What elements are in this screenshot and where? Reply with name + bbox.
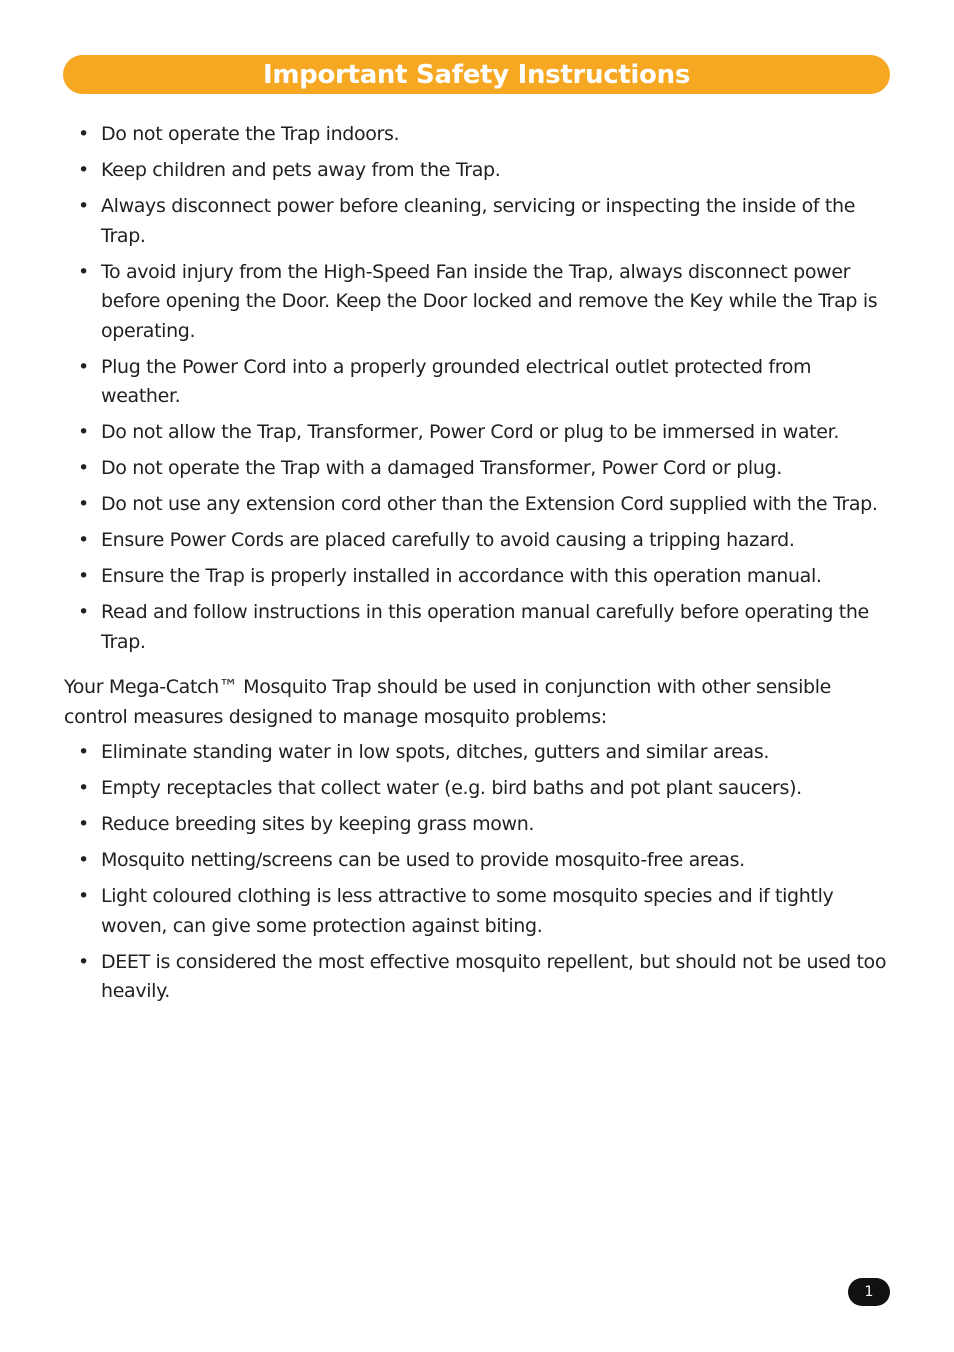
list-item-text: Read and follow instructions in this operation manual carefully before operating the Trap. (101, 601, 869, 653)
bullet-icon: • (78, 529, 89, 551)
list-item-text: Mosquito netting/screens can be used to provide mosquito-free areas. (101, 849, 745, 871)
bullet-icon: • (78, 741, 89, 763)
list-item-text: Do not use any extension cord other than the Extension Cord supplied with the Trap. (101, 493, 878, 515)
list-item (64, 353, 894, 412)
list-item-text: Do not allow the Trap, Transformer, Power Cord or plug to be immersed in water. (101, 421, 840, 443)
bullet-icon: • (78, 493, 89, 515)
section-title-bar (63, 55, 890, 94)
bullet-icon: • (78, 260, 89, 283)
list-item (64, 810, 894, 840)
list-item-text: Reduce breeding sites by keeping grass mown. (101, 813, 535, 835)
bullet-icon: • (78, 777, 89, 799)
bullet-icon: • (78, 195, 89, 217)
bullet-icon: • (78, 885, 89, 907)
list-item (64, 192, 894, 251)
bullet-icon: • (78, 950, 89, 973)
bullet-icon: • (78, 421, 89, 443)
page-number: 1 (864, 1284, 874, 1300)
list-item (64, 120, 894, 150)
list-item (64, 562, 894, 592)
list-item-text: Eliminate standing water in low spots, ditches, gutters and similar areas. (101, 741, 770, 763)
list-item-text: Ensure Power Cords are placed carefully to avoid causing a tripping hazard. (101, 529, 795, 551)
safety-list (64, 120, 894, 657)
list-item-text: Keep children and pets away from the Trap. (101, 159, 501, 181)
list-item (64, 526, 894, 556)
list-item (64, 846, 894, 876)
list-item-text: Ensure the Trap is properly installed in accordance with this operation manual. (101, 565, 822, 587)
bullet-icon: • (78, 159, 89, 181)
list-item (64, 598, 894, 657)
list-item-text: Do not operate the Trap indoors. (101, 123, 400, 145)
bullet-icon: • (78, 849, 89, 871)
bullet-icon: • (78, 123, 89, 145)
list-item (64, 454, 894, 484)
control-intro: Your Mega-Catch™ Mosquito Trap should be used in conjunction with other sensible control measures designed to manage mosquito problems: (64, 676, 831, 728)
main-content (64, 120, 894, 1013)
list-item-text: To avoid injury from the High-Speed Fan inside the Trap, always disconnect power before opening the Door. Keep the Door locked and remove the Key while the Trap is operating. (101, 260, 878, 342)
list-item (64, 774, 894, 804)
list-item (64, 948, 894, 1007)
bullet-icon: • (78, 813, 89, 835)
bullet-icon: • (78, 601, 89, 623)
bullet-icon: • (78, 457, 89, 479)
list-item (64, 258, 894, 347)
list-item (64, 490, 894, 520)
list-item (64, 882, 894, 941)
list-item-text: Empty receptacles that collect water (e.g. bird baths and pot plant saucers). (101, 777, 802, 799)
list-item (64, 738, 894, 768)
list-item-text: Plug the Power Cord into a properly grounded electrical outlet protected from weather. (101, 355, 812, 407)
bullet-icon: • (78, 355, 89, 378)
list-item-text: Always disconnect power before cleaning, servicing or inspecting the inside of the Trap. (101, 195, 856, 247)
list-item-text: DEET is considered the most effective mosquito repellent, but should not be used too heavily. (101, 950, 887, 1002)
list-item (64, 156, 894, 186)
list-item-text: Do not operate the Trap with a damaged Transformer, Power Cord or plug. (101, 457, 782, 479)
list-item (64, 418, 894, 448)
list-item-text: Light coloured clothing is less attractive to some mosquito species and if tightly woven, can give some protection against biting. (101, 885, 834, 937)
control-list (64, 738, 894, 1007)
page-title: Important Safety Instructions (263, 59, 690, 90)
bullet-icon: • (78, 565, 89, 587)
page-number-badge (848, 1278, 890, 1306)
